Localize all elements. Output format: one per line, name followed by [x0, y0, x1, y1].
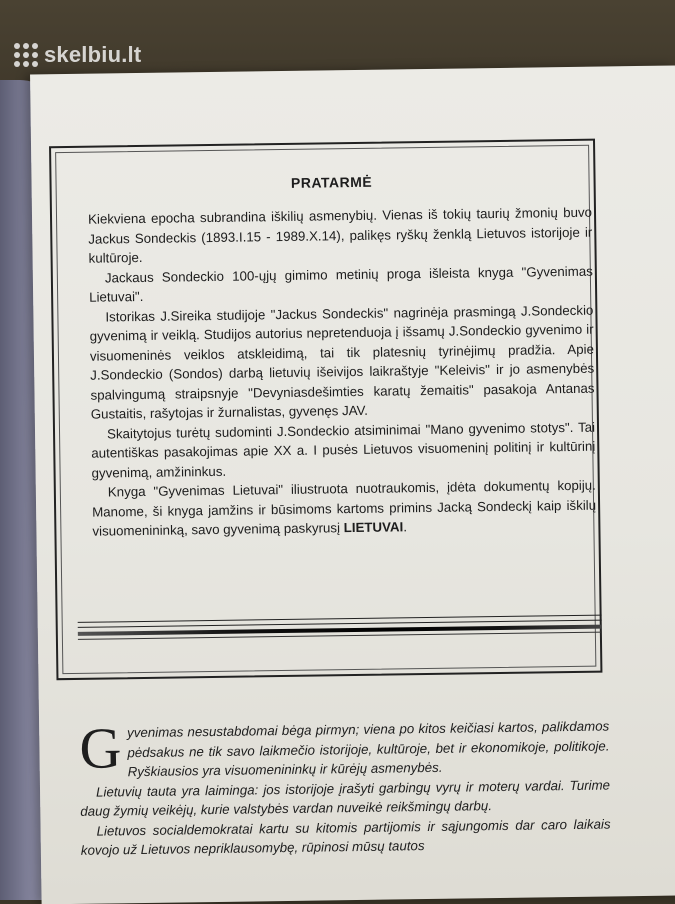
- preface-paragraph: Jackaus Sondeckio 100-ųjų gimimo metinių proga išleista knyga "Gyvenimas Lietuvai".: [89, 263, 593, 305]
- story-paragraph: Gyvenimas nesustabdomai bėga pirmyn; viena po kitos keičiasi kartos, palikdamos pėdsakus ne tik savo laikmečio istorijoje, kultūroje, bet ir ekonomikoje, politikoje. Ryškiausios yra visuomenininkų ir kūrėjų asmenybės.: [78, 715, 610, 781]
- preface-paragraph: Kiekviena epocha subrandina iškilių asmenybių. Vienas iš tokių taurių žmonių buvo Jackus Sondeckis (1893.I.15 - 1989.X.14), palikęs ryškų ženklą Lietuvos istorijoje ir kultūroje.: [87, 204, 593, 266]
- preface-paragraph: Skaitytojus turėtų sudominti J.Sondeckio atsiminimai "Mano gyvenimo stotys". Tai autentiškas pasakojimas apie XX a. I pusės Lietuvos visuomeninį politinį ir kultūrinį gyvenimą, amžininkus.: [91, 419, 596, 481]
- story-paragraph: Lietuvių tauta yra laiminga: jos istorijoje įrašyti garbingų vyrų ir moterų vardai. Turime daug žymių veikėjų, kurie valstybės vardan nuveikė reikšmingų darbų.: [80, 776, 611, 819]
- book-page: [30, 65, 675, 904]
- watermark: [14, 40, 141, 70]
- emphasized-word: LIETUVAI: [343, 519, 404, 536]
- watermark-text: skelbiu.lt: [44, 42, 142, 67]
- preface-paragraph: Istorikas J.Sireika studijoje "Jackus Sondeckis" nagrinėja prasmingą J.Sondeckio gyvenimą ir veiklą. Studijos autorius nepretenduoja į išsamų J.Sondeckio gyvenimo ir visuomeninės veiklos atskleidimą, tai tik platesnių tyrinėjimų pradžia. Apie J.Sondeckio (Sondos) darbą lietuvių išeivijos laikraštyje "Keleivis" ir jo asmenybės spalvingumą straipsnyje "Devyniasdešimties karatų žemaitis" pasakoja Antanas Gustaitis, rašytojas ir žurnalistas, gyvenęs JAV.: [89, 302, 595, 422]
- preface-title: PRATARMĖ: [290, 173, 373, 191]
- chapter-text: [79, 716, 611, 860]
- preface-paragraph-last: Knyga "Gyvenimas Lietuvai" iliustruota nuotraukomis, įdėta dokumentų kopijų. Manome, ši knyga jamžins ir būsimoms kartoms primins Jacką Sondeckį kaip iškilų visuomenininką, savo gyvenimą paskyrusį LIETUVAI.: [92, 477, 597, 539]
- story-paragraph: Lietuvos socialdemokratai kartu su kitomis partijomis ir sąjungomis dar caro laikais kovojo už Lietuvos nepriklausomybę, rūpinosi mūsų tautos: [80, 815, 611, 858]
- preface-frame: [49, 139, 602, 681]
- preface-text: [88, 203, 597, 542]
- drop-cap: G: [78, 715, 122, 781]
- dots-logo-icon: [14, 43, 38, 67]
